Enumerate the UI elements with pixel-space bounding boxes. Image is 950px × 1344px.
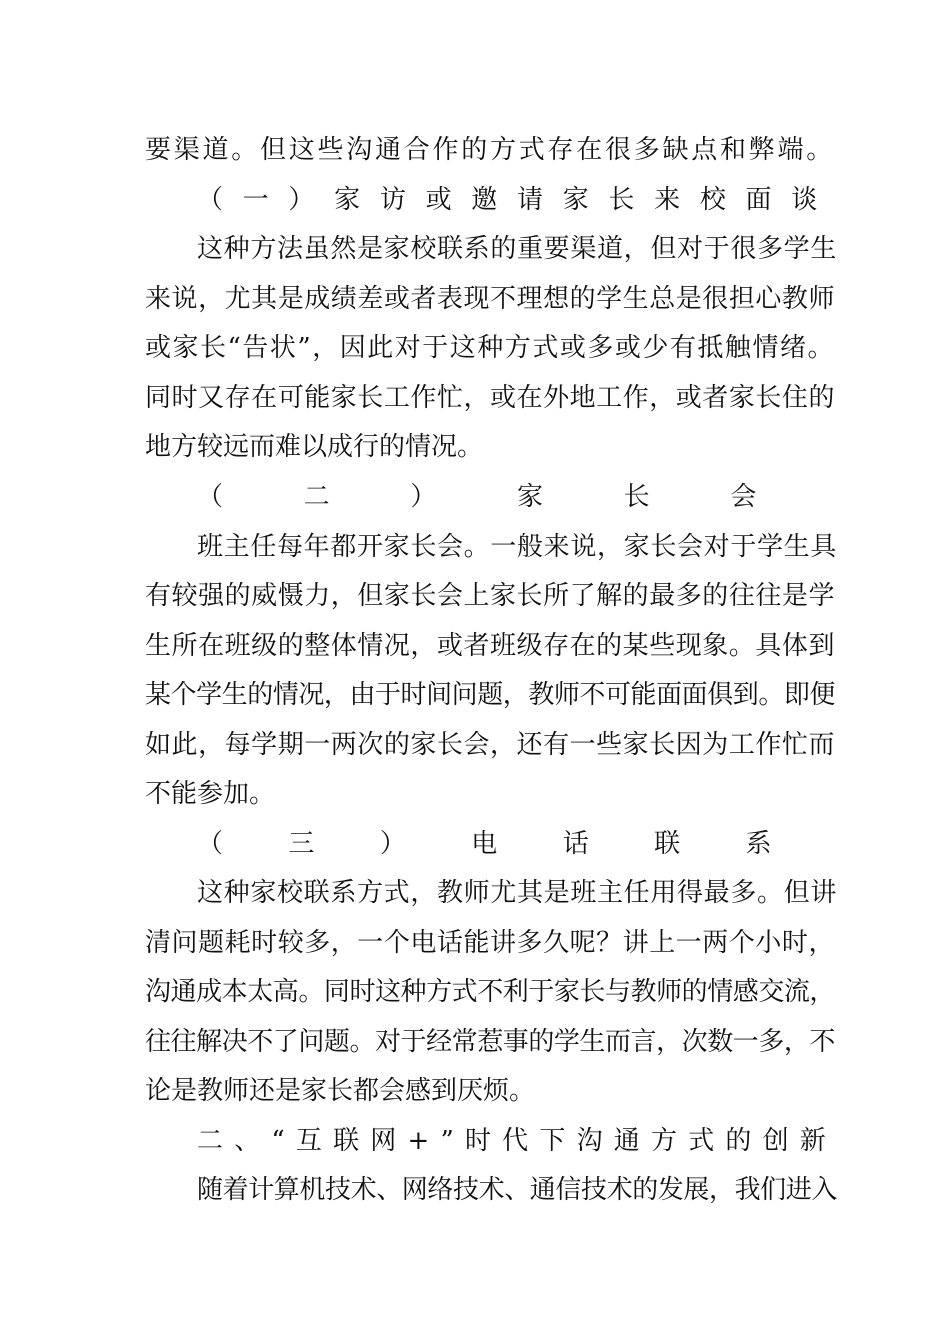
- text-line: 往往解决不了问题。对于经常惹事的学生而言，次数一多，不: [145, 1027, 835, 1057]
- text-line: 沟通成本太高。同时这种方式不利于家长与教师的情感交流，: [145, 977, 835, 1007]
- text-line: 清问题耗时较多，一个电话能讲多久呢？讲上一两个小时，: [145, 928, 835, 958]
- paragraph-start: 这种方法虽然是家校联系的重要渠道，但对于很多学生: [197, 234, 837, 264]
- paragraph-start: 随着计算机技术、网络技术、通信技术的发展，我们进入: [197, 1175, 837, 1205]
- text-line: 论是教师还是家长都会感到厌烦。: [145, 1076, 536, 1106]
- text-line: 有较强的威慑力，但家长会上家长所了解的最多的往往是学: [145, 581, 835, 611]
- text-line: 不能参加。: [145, 779, 276, 809]
- text-line: 来说，尤其是成绩差或者表现不理想的学生总是很担心教师: [145, 284, 835, 314]
- section-heading: （二）家长会: [197, 482, 837, 512]
- text-line: 生所在班级的整体情况，或者班级存在的某些现象。具体到: [145, 631, 835, 661]
- section-heading: （一）家访或邀请家长来校面谈: [197, 185, 837, 215]
- text-line: 或家长“告状”，因此对于这种方式或多或少有抵触情绪。: [145, 333, 835, 363]
- text-line: 如此，每学期一两次的家长会，还有一些家长因为工作忙而: [145, 730, 835, 760]
- paragraph-start: 这种家校联系方式，教师尤其是班主任用得最多。但讲: [197, 878, 837, 908]
- paragraph-start: 班主任每年都开家长会。一般来说，家长会对于学生具: [197, 532, 837, 562]
- text-line: 要渠道。但这些沟通合作的方式存在很多缺点和弊端。: [145, 135, 835, 165]
- chapter-heading: 二、“互联网+”时代下沟通方式的创新: [197, 1126, 837, 1156]
- text-line: 地方较远而难以成行的情况。: [145, 432, 484, 462]
- text-line: 同时又存在可能家长工作忙，或在外地工作，或者家长住的: [145, 383, 835, 413]
- section-heading: （三）电话联系: [197, 829, 837, 859]
- text-line: 某个学生的情况，由于时间问题，教师不可能面面俱到。即便: [145, 680, 835, 710]
